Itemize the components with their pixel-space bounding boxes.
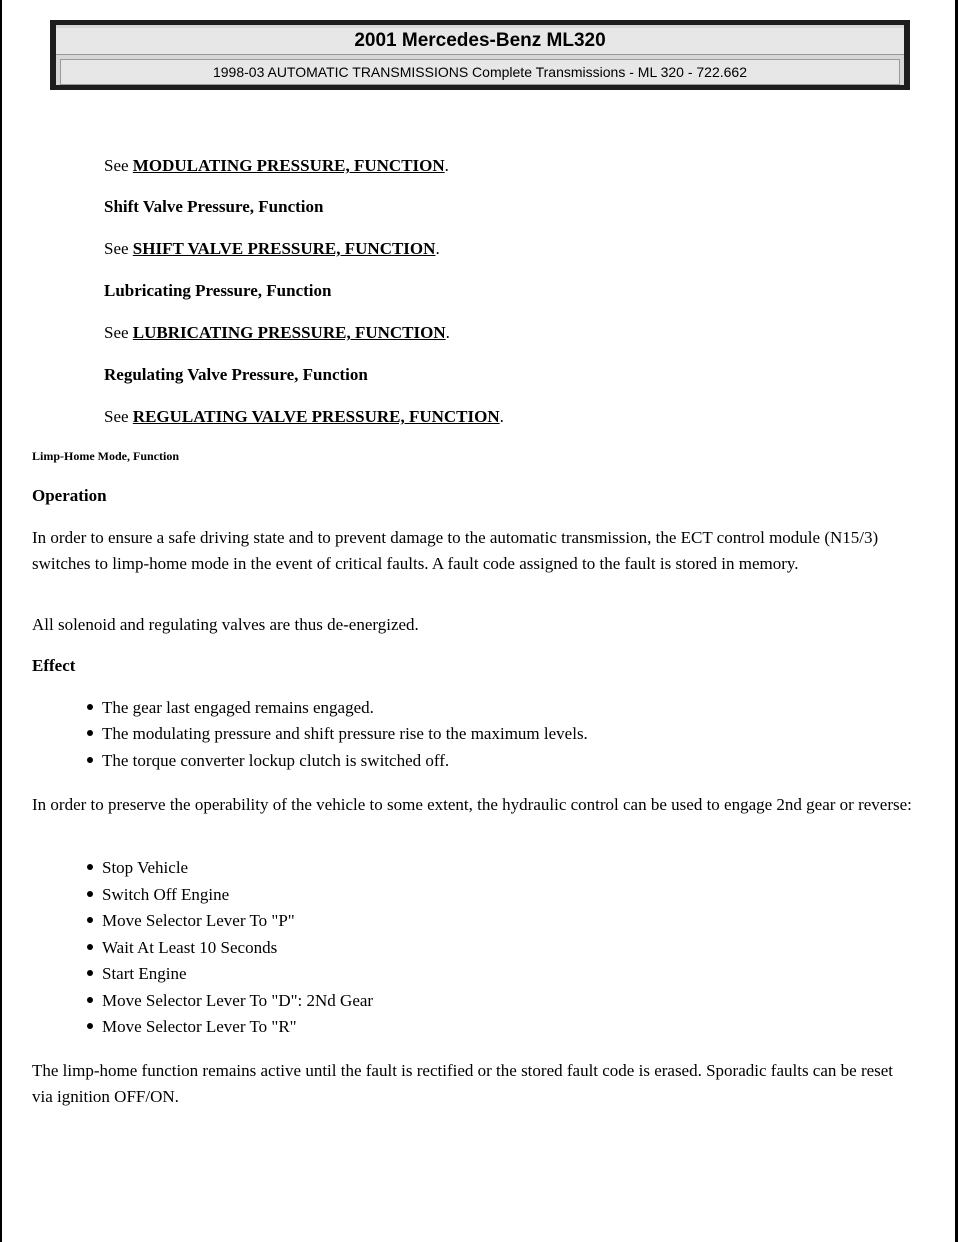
final-paragraph: The limp-home function remains active until the fault is rectified or the stored fault code is erased. Sporadic faults can be reset via ignition OFF/ON. [32, 1061, 894, 1106]
bullet-dot [87, 704, 93, 710]
step-text: Switch Off Engine [102, 885, 230, 904]
document-header [50, 20, 910, 90]
heading-regulating-valve-pressure: Regulating Valve Pressure, Function [104, 365, 368, 384]
bullet-dot [87, 730, 93, 736]
step-item [87, 910, 295, 932]
bullet-dot [87, 944, 93, 950]
step-item [87, 857, 188, 879]
effect-item-text: The modulating pressure and shift pressure rise to the maximum levels. [102, 724, 588, 743]
ref-suffix: . [435, 239, 440, 258]
link-regulating-valve-pressure[interactable]: REGULATING VALVE PRESSURE, FUNCTION [132, 407, 500, 426]
heading-lubricating-pressure: Lubricating Pressure, Function [104, 281, 332, 300]
effect-item-text: The torque converter lockup clutch is switched off. [102, 751, 450, 770]
ref-modulating [104, 155, 449, 177]
step-text: Wait At Least 10 Seconds [102, 938, 278, 957]
bullet-dot [87, 864, 93, 870]
step-item [87, 990, 373, 1012]
effect-item [87, 750, 449, 772]
link-lubricating-pressure[interactable]: LUBRICATING PRESSURE, FUNCTION [132, 323, 446, 342]
ref-suffix: . [499, 407, 504, 426]
bullet-dot [87, 917, 93, 923]
effect-item [87, 697, 374, 719]
step-text: Start Engine [102, 964, 187, 983]
bullet-dot [87, 997, 93, 1003]
link-shift-valve-pressure[interactable]: SHIFT VALVE PRESSURE, FUNCTION [132, 239, 436, 258]
link-modulating-pressure[interactable]: MODULATING PRESSURE, FUNCTION [132, 156, 445, 175]
header-subtitle: 1998-03 AUTOMATIC TRANSMISSIONS Complete Transmissions - ML 320 - 722.662 [60, 59, 900, 85]
ref-regulating [104, 406, 504, 428]
ref-prefix: See [104, 323, 133, 342]
ref-prefix: See [104, 156, 133, 175]
ref-shift-valve [104, 238, 440, 260]
step-text: Move Selector Lever To "P" [102, 911, 295, 930]
step-item [87, 1016, 297, 1038]
section-title-limp-home: Limp-Home Mode, Function [32, 449, 179, 463]
ref-lubricating [104, 322, 450, 344]
bullet-dot [87, 970, 93, 976]
step-item [87, 963, 187, 985]
bullet-dot [87, 891, 93, 897]
heading-effect: Effect [32, 656, 76, 675]
page-border-right [955, 0, 958, 1242]
ref-prefix: See [104, 407, 133, 426]
page-border-left [0, 0, 2, 1242]
header-title: 2001 Mercedes-Benz ML320 [56, 28, 904, 55]
heading-operation: Operation [32, 486, 107, 505]
effect-item [87, 723, 588, 745]
step-text: Move Selector Lever To "R" [102, 1017, 297, 1036]
header-panel [56, 25, 904, 85]
step-item [87, 884, 229, 906]
preserve-paragraph: In order to preserve the operability of the vehicle to some extent, the hydraulic control can be used to engage 2nd gear or reverse: [32, 795, 912, 814]
step-item [87, 937, 277, 959]
valves-paragraph: All solenoid and regulating valves are thus de-energized. [32, 615, 419, 634]
bullet-dot [87, 1023, 93, 1029]
ref-suffix: . [445, 323, 450, 342]
operation-paragraph: In order to ensure a safe driving state and to prevent damage to the automatic transmission, the ECT control module (N15/3) switches to limp-home mode in the event of critical faults. A fault code assigned to the fault is stored in memory. [32, 528, 879, 573]
bullet-dot [87, 757, 93, 763]
ref-suffix: . [444, 156, 449, 175]
step-text: Stop Vehicle [102, 858, 189, 877]
step-text: Move Selector Lever To "D": 2Nd Gear [102, 991, 374, 1010]
effect-item-text: The gear last engaged remains engaged. [102, 698, 374, 717]
heading-shift-valve-pressure: Shift Valve Pressure, Function [104, 197, 324, 216]
ref-prefix: See [104, 239, 133, 258]
